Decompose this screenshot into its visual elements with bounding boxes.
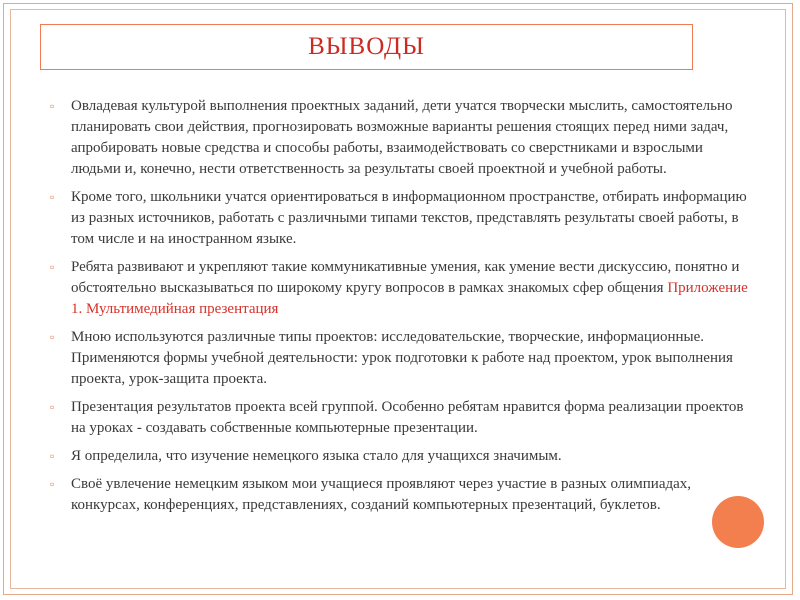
bullet-item [50, 397, 750, 439]
square-bullet-icon: ▫ [50, 330, 55, 344]
bullet-text: Мною используются различные типы проектов: исследовательские, творческие, информационные. Применяются формы учебной деятельности: урок подготовки к работе над проектом, урок выполнения проекта, урок-защита проекта. [71, 329, 733, 387]
slide-title-box [40, 24, 693, 70]
bullet-list [50, 96, 750, 523]
bullet-item [50, 446, 750, 467]
bullet-item [50, 187, 750, 250]
bullet-item [50, 474, 750, 516]
bullet-text: Своё увлечение немецким языком мои учащиеся проявляют через участие в разных олимпиадах, конкурсах, конференциях, представлениях, созданий компьютерных презентаций, буклетов. [71, 476, 692, 513]
bullet-item [50, 96, 750, 180]
appendix-link[interactable]: Приложение 1. Мультимедийная презентация [71, 280, 748, 317]
square-bullet-icon: ▫ [50, 477, 55, 491]
bullet-item [50, 257, 750, 320]
square-bullet-icon: ▫ [50, 449, 55, 463]
bullet-text: Презентация результатов проекта всей группой. Особенно ребятам нравится форма реализации проектов на уроках - создавать собственные компьютерные презентации. [71, 399, 744, 436]
bullet-item [50, 327, 750, 390]
slide-title: ВЫВОДЫ [308, 33, 425, 60]
square-bullet-icon: ▫ [50, 99, 55, 113]
bullet-text: Ребята развивают и укрепляют такие коммуникативные умения, как умение вести дискуссию, понятно и обстоятельно высказываться по широкому кругу вопросов в рамках знакомых сфер общения [71, 259, 740, 296]
square-bullet-icon: ▫ [50, 190, 55, 204]
decorative-circle [712, 496, 764, 548]
bullet-text: Овладевая культурой выполнения проектных заданий, дети учатся творчески мыслить, самостоятельно планировать свои действия, прогнозировать возможные варианты решения стоящих перед ними задач, апробировать новые средства и способы работы, взаимодействовать со сверстниками и взрослыми людьми и, конечно, нести ответственность за результаты своей проектной и учебной работы. [71, 98, 733, 177]
bullet-text: Кроме того, школьники учатся ориентироваться в информационном пространстве, отбирать информацию из разных источников, работать с различными типами текстов, представлять результаты своей работы, в том числе и на иностранном языке. [71, 189, 747, 247]
square-bullet-icon: ▫ [50, 400, 55, 414]
square-bullet-icon: ▫ [50, 260, 55, 274]
bullet-text: Я определила, что изучение немецкого языка стало для учащихся значимым. [71, 448, 562, 464]
